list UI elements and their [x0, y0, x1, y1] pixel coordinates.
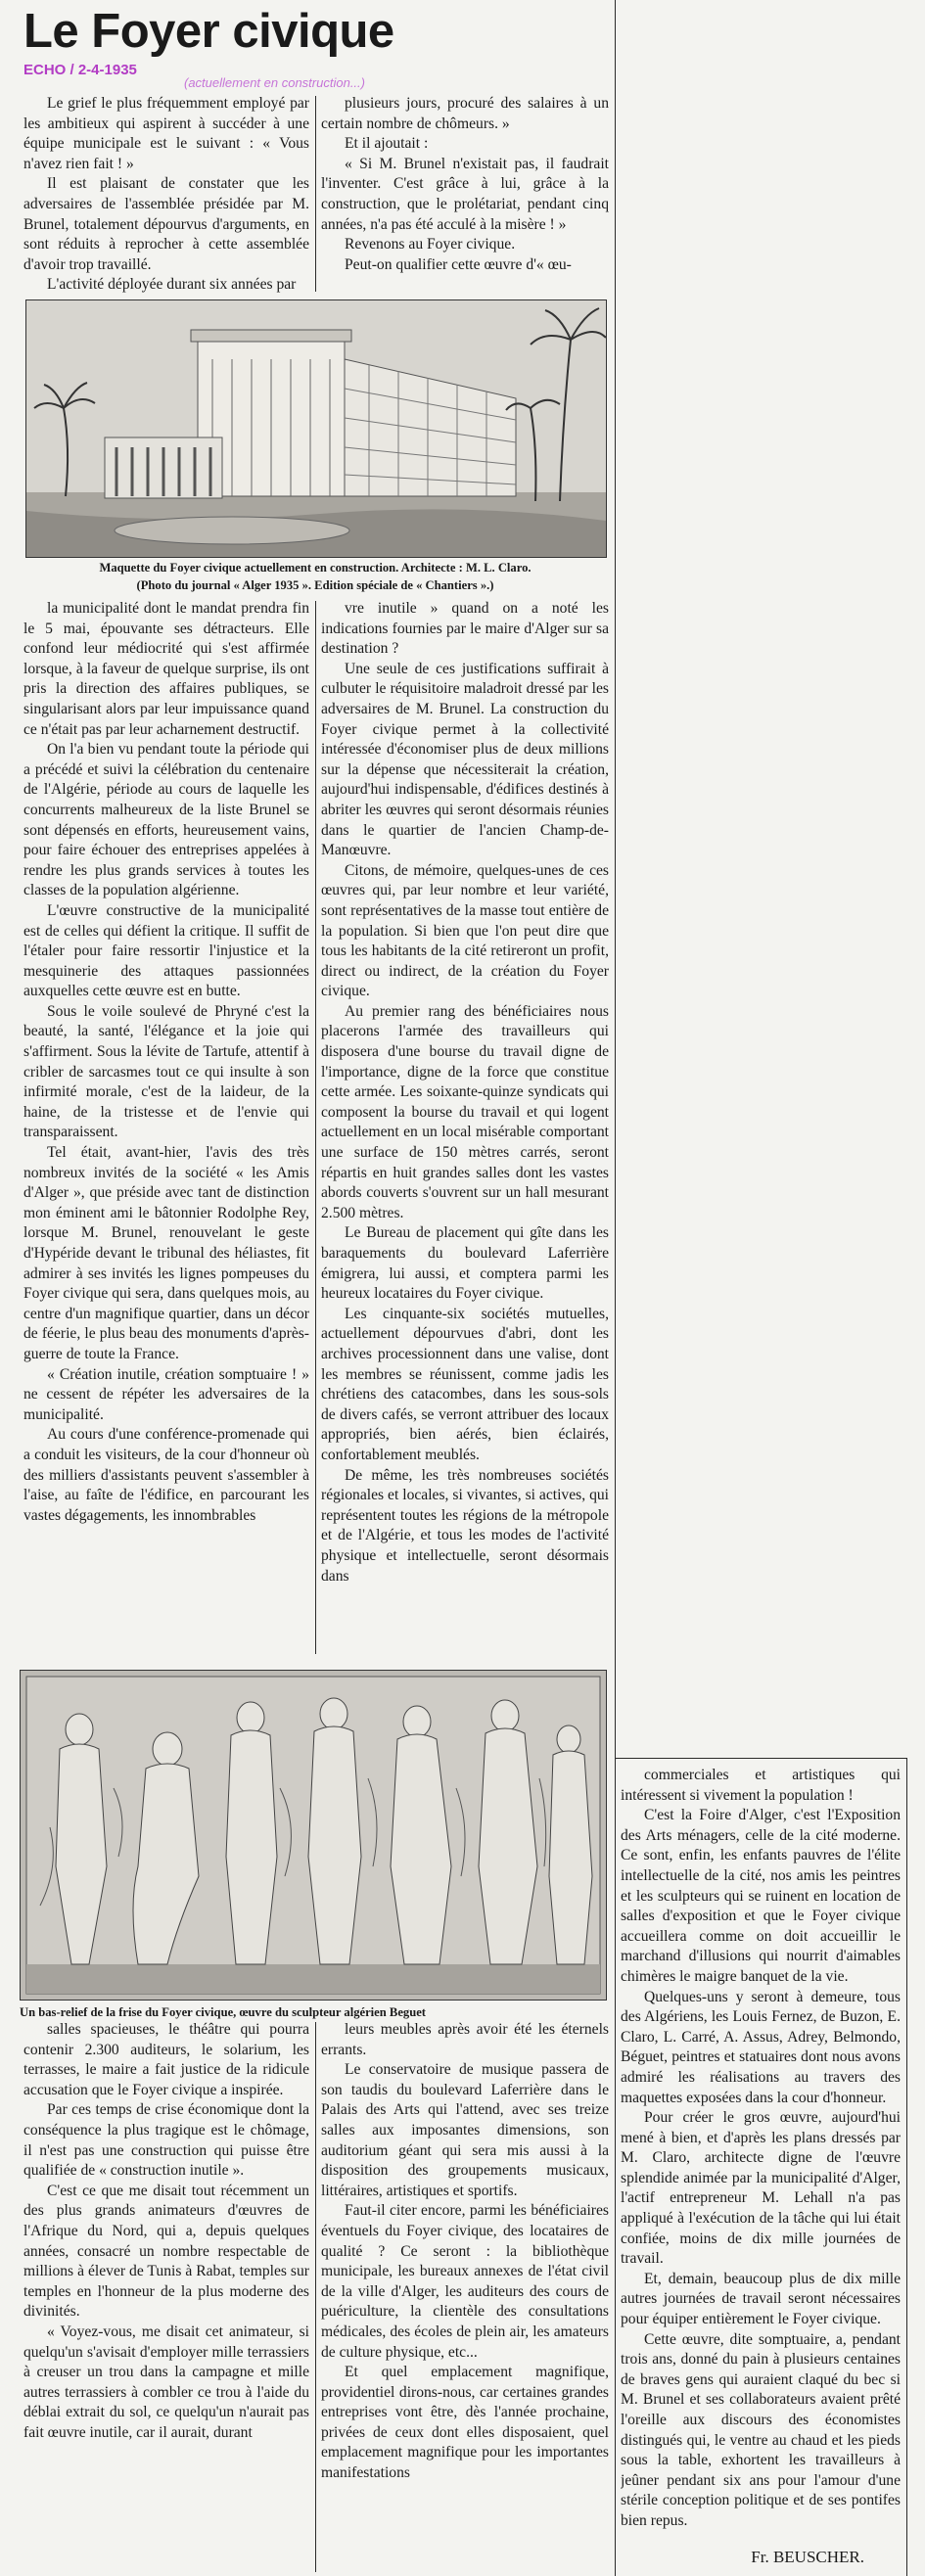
paragraph: Au cours d'une conférence-promenade qui a conduit les visiteurs, de la cour d'honneur où des milliers d'assistants peuvent s'assembler à l'aise, au faîte de l'édifice, en parcourant les vastes dégagements, les innombrables	[23, 1426, 309, 1524]
paragraph: C'est la Foire d'Alger, c'est l'Exposition des Arts ménagers, celle de la cité moderne. Ce sont, enfin, les enfants pauvres de l'élite intellectuelle de la cité, nos amis les peintres et les sculpteurs qui se ruinent en location de salles d'exposition et que le Foyer civique accueillera comme on doit accueillir le marchand d'illusions qui nourrit d'aimables chimères le maigre banquet de la vie.	[621, 1807, 901, 1985]
column-rule	[315, 2022, 316, 2572]
paragraph: On l'a bien vu pendant toute la période qui a précédé et suivi la célébration du centenaire de l'Algérie, période au cours de laquelle les concurrents malheureux de la liste Brunel se sont dépensés en efforts, heureusement vains, pour faire échouer des entreprises appelées à rendre les plus grands services à toutes les classes de la population algérienne.	[23, 741, 309, 899]
column-5	[23, 2020, 309, 2574]
paragraph: Sous le voile soulevé de Phryné c'est la beauté, la santé, l'élégance et la joie qui s'affirment. Sous la lévite de Tartufe, attentif à cribler de sarcasmes tout ce qui insulte à son infirmité morale, c'est de la laideur, de la haine, de la tristesse et de l'envie qui transparaissent.	[23, 1002, 309, 1141]
photo-caption-line-1: Maquette du Foyer civique actuellement en construction. Architecte : M. L. Claro.	[99, 561, 532, 575]
paragraph: Une seule de ces justifications suffirait à culbuter le réquisitoire maladroit dressé par les adversaires de M. Brunel. La construction du Foyer civique permet à la collectivité intéressée d'économiser plus de deux millions sur la dépense que nécessiterait la création, aujourd'hui indispensable, d'édifices destinés à abriter les œuvres qui seront désormais réunies dans le quartier de l'ancien Champ-de-Manœuvre.	[321, 660, 609, 859]
paragraph: « Si M. Brunel n'existait pas, il faudrait l'inventer. C'est grâce à lui, grâce à la construction, que le prolétariat, pendant cinq années, n'a pas été acculé à la misère ! »	[321, 155, 609, 233]
column-1	[23, 94, 309, 296]
paragraph: plusieurs jours, procuré des salaires à un certain nombre de chômeurs. »	[321, 95, 609, 132]
building-photo	[25, 299, 607, 558]
paragraph: Pour créer le gros œuvre, aujourd'hui mené à bien, et d'après les plans dressés par M. Claro, architecte digne de l'œuvre splendide animée par la municipalité d'Alger, l'actif entrepreneur M. Lehall n'a pas appliqué à l'exécution de la tâche qui lui était confiée, moins de dix mille journées de travail.	[621, 2109, 901, 2268]
handwritten-note: (actuellement en construction...)	[184, 75, 365, 90]
paragraph: Revenons au Foyer civique.	[345, 236, 516, 253]
photo-caption-line-2: (Photo du journal « Alger 1935 ». Edition spéciale de « Chantiers ».)	[136, 578, 494, 592]
author-signature: Fr. BEUSCHER.	[751, 2548, 864, 2566]
bas-relief-caption: Un bas-relief de la frise du Foyer civique, œuvre du sculpteur algérien Beguet	[20, 2005, 426, 2019]
column-2	[321, 94, 609, 296]
bas-relief-photo	[20, 1670, 607, 2001]
paragraph: De même, les très nombreuses sociétés régionales et locales, si vivantes, si actives, qui représentent toutes les régions de la métropole et de l'Algérie, et tous les modes de l'activité physique et intellectuelle, seront désormais dans	[321, 1466, 609, 1585]
paragraph: « Voyez-vous, me disait cet animateur, si quelqu'un s'avisait d'employer mille terrassiers à creuser un trou dans la campagne et mille autres terrassiers à combler ce trou à l'aide du déblai extrait du sol, ce quelqu'un n'aurait pas fait œuvre inutile, car il aurait, durant	[23, 2323, 309, 2441]
column-rule	[315, 96, 316, 292]
paragraph: Il est plaisant de constater que les adversaires de l'assemblée présidée par M. Brunel, totalement dépourvus d'arguments, en sont réduits à reprocher à cette assemblée d'avoir trop travaillé.	[23, 175, 309, 273]
paragraph: Et, demain, beaucoup plus de dix mille autres journées de travail seront nécessaires pour équiper entièrement le Foyer civique.	[621, 2270, 901, 2328]
paragraph: Tel était, avant-hier, l'avis des très nombreux invités de la société « les Amis d'Alger », que préside avec tant de distinction mon éminent ami le bâtonnier Rodolphe Rey, lorsque M. Brunel, renouvelant le geste d'Hypéride devant le tribunal des héliastes, fit admirer à ses invités les lignes pompeuses du Foyer civique qui sera, dans quelques mois, au centre d'un magnifique quartier, dans un décor de féerie, le plus beau des monuments d'après-guerre de toute la France.	[23, 1144, 309, 1362]
column-7	[621, 1766, 901, 2539]
paragraph: commerciales et artistiques qui intéressent si vivement la population !	[621, 1767, 901, 1804]
column-3	[23, 599, 309, 1658]
column-4	[321, 599, 609, 1658]
frieze-illustration	[21, 1671, 606, 2000]
paragraph: « Création inutile, création somptuaire ! » ne cessent de répéter les adversaires de la municipalité.	[23, 1365, 309, 1423]
paragraph: Citons, de mémoire, quelques-unes de ces œuvres qui, par leur nombre et leur variété, sont représentatives de la masse tout entière de la population. Si bien que l'on peut dire que tous les habitants de la cité retireront un profit, direct ou indirect, de la création du Foyer civique.	[321, 861, 609, 1000]
paragraph: L'œuvre constructive de la municipalité est de celles qui défient la critique. Il suffit de l'étaler pour faire ressortir l'injustice et la mesquinerie des attaques passionnées auxquelles cette œuvre est en butte.	[23, 901, 309, 1000]
paragraph: la municipalité dont le mandat prendra fin le 5 mai, épouvante ses détracteurs. Elle confond leur médiocrité qui s'est affirmée lorsque, à la faveur de quelque surprise, ils ont pris la direction des affaires publiques, se singularisant alors par leur impuissance quand ce n'était pas par leur acharnement destructif.	[23, 600, 309, 738]
archive-stamp: ECHO / 2-4-1935	[23, 62, 137, 78]
paragraph: Cette œuvre, dite somptuaire, a, pendant trois ans, donné du pain à plusieurs centaines de braves gens qui auraient claqué du bec si M. Brunel et ses collaborateurs avaient prêté l'oreille aux discours des économistes distingués qui, le ventre au chaud et les pieds sous la table, exhortent les travailleurs à jeûner pendant six ans pour l'amour d'une stérile conception politique et de ses pontifes bien repus.	[621, 2330, 901, 2529]
paragraph: L'activité déployée durant six années par	[47, 276, 297, 294]
article-title: Le Foyer civique	[23, 5, 394, 58]
paragraph: Les cinquante-six sociétés mutuelles, actuellement dépourvues d'abri, dont les archives processionnent dans une valise, dont les membres se réunissent, comme jadis les chrétiens des catacombes, dans les sous-sols de divers cafés, se verront attribuer des locaux appropriés, bien aérés, bien éclairés, confortablement meublés.	[321, 1305, 609, 1463]
paragraph: salles spacieuses, le théâtre qui pourra contenir 2.300 auditeurs, le solarium, les terrasses, le maire a fait justice de la ridicule accusation que le Foyer civique a inspirée.	[23, 2021, 309, 2098]
paragraph: Peut-on qualifier cette œuvre d'« œu-	[345, 255, 572, 273]
paragraph: Faut-il citer encore, parmi les bénéficiaires éventuels du Foyer civique, des locataires de qualité ? Ce seront : la bibliothèque municipale, les bureaux annexes de l'état civil de la ville d'Alger, les auditeurs des cours de puériculture, la clientèle des consultations médicales, des écoles de plein air, les amateurs de culture physique, etc...	[321, 2202, 609, 2361]
column-6	[321, 2020, 609, 2574]
column-rule	[315, 601, 316, 1654]
column-border-right	[906, 1758, 907, 2576]
page-border-right	[615, 0, 616, 2576]
column-top-rule	[615, 1758, 906, 1759]
paragraph: vre inutile » quand on a noté les indications fournies par le maire d'Alger sur sa destination ?	[321, 600, 609, 658]
paragraph: Le conservatoire de musique passera de son taudis du boulevard Laferrière dans le Palais des Arts qui l'attend, avec ses treize salles aux imposantes dimensions, son auditorium géant qui sera mis aussi à la disposition des groupements musicaux, littéraires, artistiques et sportifs.	[321, 2061, 609, 2199]
paragraph: leurs meubles après avoir été les éternels errants.	[321, 2021, 609, 2058]
paragraph: Au premier rang des bénéficiaires nous placerons l'armée des travailleurs qui disposera d'une bourse du travail digne de l'importance, digne de la force que constitue cette armée. Les soixante-quinze syndicats qui composent la bourse du travail et qui logent actuellement en un local misérable comportant une surface de 150 mètres carrés, seront répartis en huit grandes salles dont les vastes abords couverts s'ouvrent sur un hall mesurant 2.500 mètres.	[321, 1002, 609, 1221]
paragraph: Et il ajoutait :	[345, 135, 429, 153]
paragraph: Par ces temps de crise économique dont la conséquence la plus tragique est le chômage, il n'est pas une construction qui puisse être qualifiée de « construction inutile ».	[23, 2101, 309, 2180]
paragraph: Le Bureau de placement qui gîte dans les baraquements du boulevard Laferrière émigrera, lui aussi, et comptera parmi les heureux locataires du Foyer civique.	[321, 1224, 609, 1303]
paragraph: C'est ce que me disait tout récemment un des plus grands animateurs d'œuvres de l'Afrique du Nord, qui a, depuis quelques années, consacré un nombre respectable de millions à élever de Tunis à Rabat, temples sur temples en l'honneur de la plus moderne des divinités.	[23, 2182, 309, 2321]
paragraph: Quelques-uns y seront à demeure, tous des Algériens, les Louis Fernez, de Buzon, E. Claro, L. Carré, A. Assus, Adrey, Belmondo, Béguet, peintres et statuaires dont nous avons admiré les réalisations au travers des maquettes exposées dans la cour d'honneur.	[621, 1988, 901, 2106]
paragraph: Le grief le plus fréquemment employé par les ambitieux qui aspirent à succéder à une équipe municipale est le suivant : « Vous n'avez rien fait ! »	[23, 95, 309, 172]
paragraph: Et quel emplacement magnifique, providentiel dirons-nous, car certaines grandes entreprises vont être, dès l'année prochaine, privées de ceux dont elles disposaient, quel emplacement magnifique pour les importantes manifestations	[321, 2364, 609, 2482]
building-illustration	[26, 300, 606, 557]
